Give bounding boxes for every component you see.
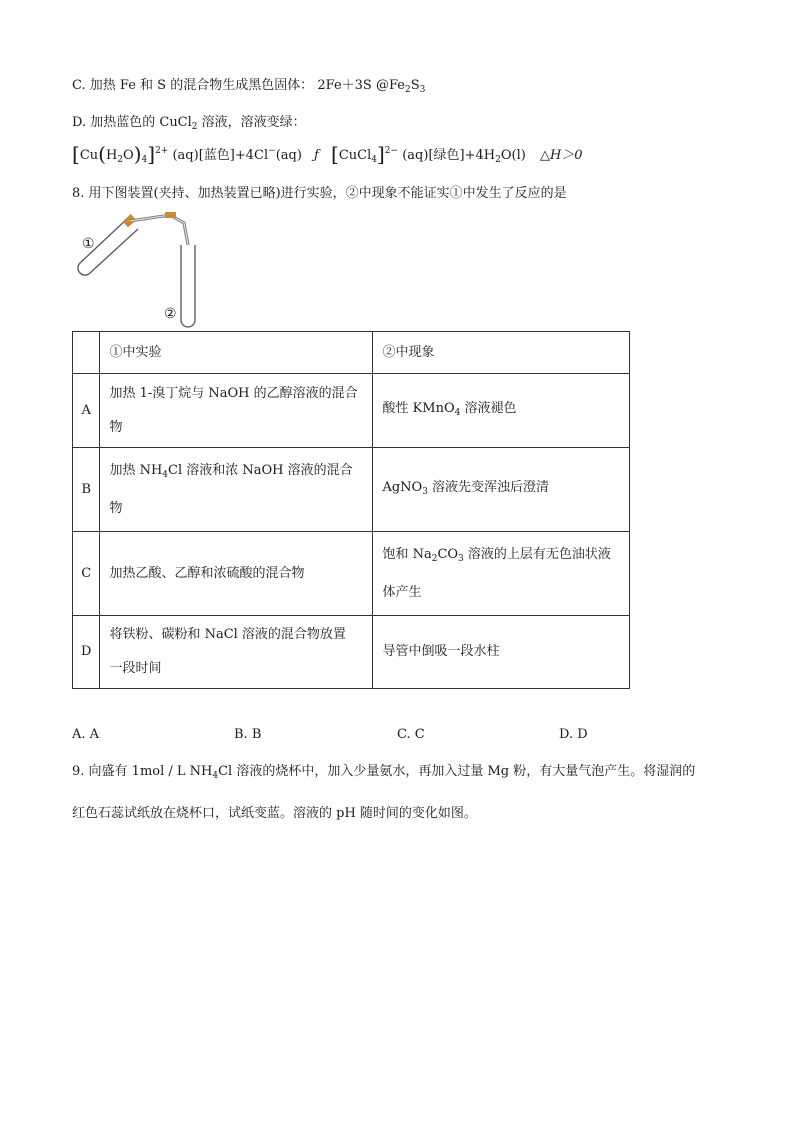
row-phenomenon: AgNO$_3$ 溶液先变浑浊后澄清 bbox=[373, 448, 630, 532]
experiment-table bbox=[72, 331, 630, 689]
table-row bbox=[73, 532, 630, 616]
test-tube-apparatus bbox=[72, 205, 232, 335]
table-row bbox=[73, 374, 630, 448]
table-header-row bbox=[73, 332, 630, 374]
row-experiment: 加热 1-溴丁烷与 NaOH 的乙醇溶液的混合 物 bbox=[100, 374, 373, 448]
option-text: 加热蓝色的 CuCl$_2$ 溶液，溶液变绿： bbox=[90, 115, 306, 132]
option-label: D. bbox=[72, 115, 87, 130]
header-experiment: ①中实验 bbox=[100, 332, 373, 374]
row-phenomenon: 饱和 $Na_2CO_3$ 溶液的上层有无色油状液 体产生 bbox=[373, 532, 630, 616]
row-experiment: 将铁粉、碳粉和 NaCl 溶液的混合物放置 一段时间 bbox=[100, 616, 373, 689]
answer-options bbox=[72, 727, 672, 747]
option-c-line bbox=[72, 74, 425, 95]
row-letter: D bbox=[73, 616, 100, 689]
row-letter: A bbox=[73, 374, 100, 448]
row-phenomenon: 导管中倒吸一段水柱 bbox=[373, 616, 630, 689]
equilibrium-equation: $[Cu(H_2O)_4]^{2+}$ (aq)[蓝色]+4Cl−(aq) ƒ [CuCl$_4$]$^{2-}$ (aq)[绿色]$+4H_2O(l)$ △H＞0 bbox=[72, 142, 583, 166]
option-d-line bbox=[72, 111, 306, 132]
option-c[interactable]: C. C bbox=[397, 727, 425, 742]
header-phenomenon: ②中现象 bbox=[373, 332, 630, 374]
row-experiment: 加热 $NH_4Cl$ 溶液和浓 NaOH 溶液的混合 物 bbox=[100, 448, 373, 532]
equation-product: $@Fe_2S_3$ bbox=[375, 78, 426, 95]
row-letter: C bbox=[73, 532, 100, 616]
option-d[interactable]: D. D bbox=[559, 727, 588, 742]
equation-lhs: 2Fe＋3S bbox=[317, 78, 372, 93]
label-2: ② bbox=[164, 306, 177, 322]
option-a[interactable]: A. A bbox=[72, 727, 100, 742]
question-8-stem: 8. 用下图装置(夹持、加热装置已略)进行实验，②中现象不能证实①中发生了反应的是 bbox=[72, 186, 567, 201]
table-row bbox=[73, 448, 630, 532]
row-experiment: 加热乙酸、乙醇和浓硫酸的混合物 bbox=[100, 532, 373, 616]
row-letter: B bbox=[73, 448, 100, 532]
option-b[interactable]: B. B bbox=[234, 727, 262, 742]
option-text: 加热 Fe 和 S 的混合物生成黑色固体： bbox=[89, 78, 314, 93]
option-label: C. bbox=[72, 78, 86, 93]
label-1: ① bbox=[82, 236, 95, 252]
test-tube-2 bbox=[181, 245, 195, 327]
question-9-stem: 9. 向盛有 1mol / L $NH_4Cl$ 溶液的烧杯中，加入少量氨水，再加入过量 Mg 粉，有大量气泡产生。将湿润的 红色石蕊试纸放在烧杯口，试纸变蓝。溶液的 pH 随时间的变化如图。 bbox=[72, 764, 696, 821]
table-row bbox=[73, 616, 630, 689]
row-phenomenon: 酸性 KMnO$_4$ 溶液褪色 bbox=[373, 374, 630, 448]
